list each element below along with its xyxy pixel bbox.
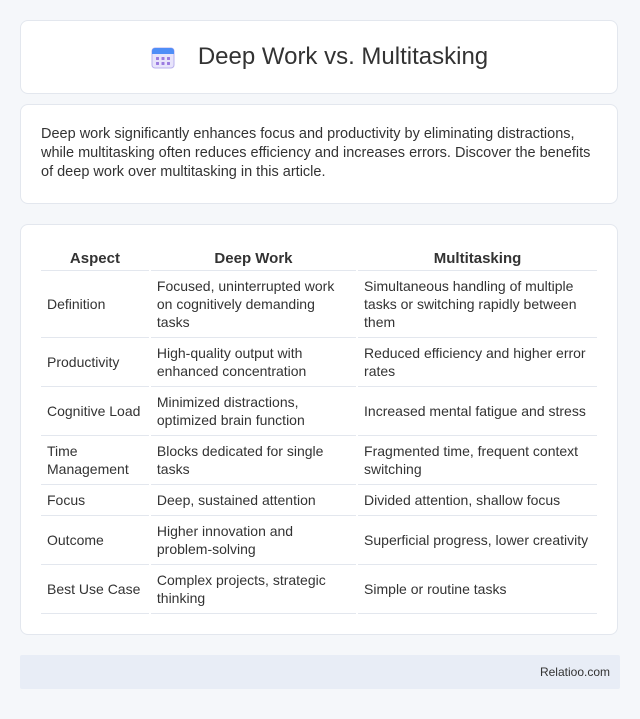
column-header-aspect: Aspect xyxy=(41,245,149,271)
table-row xyxy=(41,338,597,387)
table-row xyxy=(41,436,597,485)
table-cell: Definition xyxy=(41,271,149,338)
calendar-icon xyxy=(150,44,176,70)
table-cell: Simultaneous handling of multiple tasks or switching rapidly between them xyxy=(358,271,597,338)
footer xyxy=(20,655,620,689)
table-cell: Deep, sustained attention xyxy=(151,485,356,516)
table-row xyxy=(41,387,597,436)
table-cell: High-quality output with enhanced concentration xyxy=(151,338,356,387)
table-cell: Increased mental fatigue and stress xyxy=(358,387,597,436)
title-card xyxy=(20,20,618,94)
comparison-table xyxy=(39,245,599,614)
table-cell: Minimized distractions, optimized brain function xyxy=(151,387,356,436)
table-cell: Higher innovation and problem-solving xyxy=(151,516,356,565)
column-header-multitasking: Multitasking xyxy=(358,245,597,271)
table-cell: Focused, uninterrupted work on cognitively demanding tasks xyxy=(151,271,356,338)
table-row xyxy=(41,565,597,614)
table-cell: Divided attention, shallow focus xyxy=(358,485,597,516)
table-row xyxy=(41,485,597,516)
table-cell: Cognitive Load xyxy=(41,387,149,436)
table-cell: Fragmented time, frequent context switching xyxy=(358,436,597,485)
table-cell: Outcome xyxy=(41,516,149,565)
intro-card xyxy=(20,104,618,204)
comparison-table-card xyxy=(20,224,618,635)
table-cell: Reduced efficiency and higher error rates xyxy=(358,338,597,387)
table-cell: Focus xyxy=(41,485,149,516)
intro-text: Deep work significantly enhances focus and productivity by eliminating distractions, while multitasking often reduces efficiency and increases errors. Discover the benefits of deep work over multitasking in this article. xyxy=(41,126,591,180)
table-row xyxy=(41,271,597,338)
table-row xyxy=(41,516,597,565)
table-cell: Time Management xyxy=(41,436,149,485)
column-header-deep-work: Deep Work xyxy=(151,245,356,271)
footer-brand[interactable]: Relatioo.com xyxy=(539,665,610,679)
page-title: Deep Work vs. Multitasking xyxy=(197,43,489,70)
table-cell: Productivity xyxy=(41,338,149,387)
table-header-row xyxy=(41,245,597,271)
table-cell: Superficial progress, lower creativity xyxy=(358,516,597,565)
table-cell: Simple or routine tasks xyxy=(358,565,597,614)
table-cell: Best Use Case xyxy=(41,565,149,614)
table-cell: Blocks dedicated for single tasks xyxy=(151,436,356,485)
table-cell: Complex projects, strategic thinking xyxy=(151,565,356,614)
